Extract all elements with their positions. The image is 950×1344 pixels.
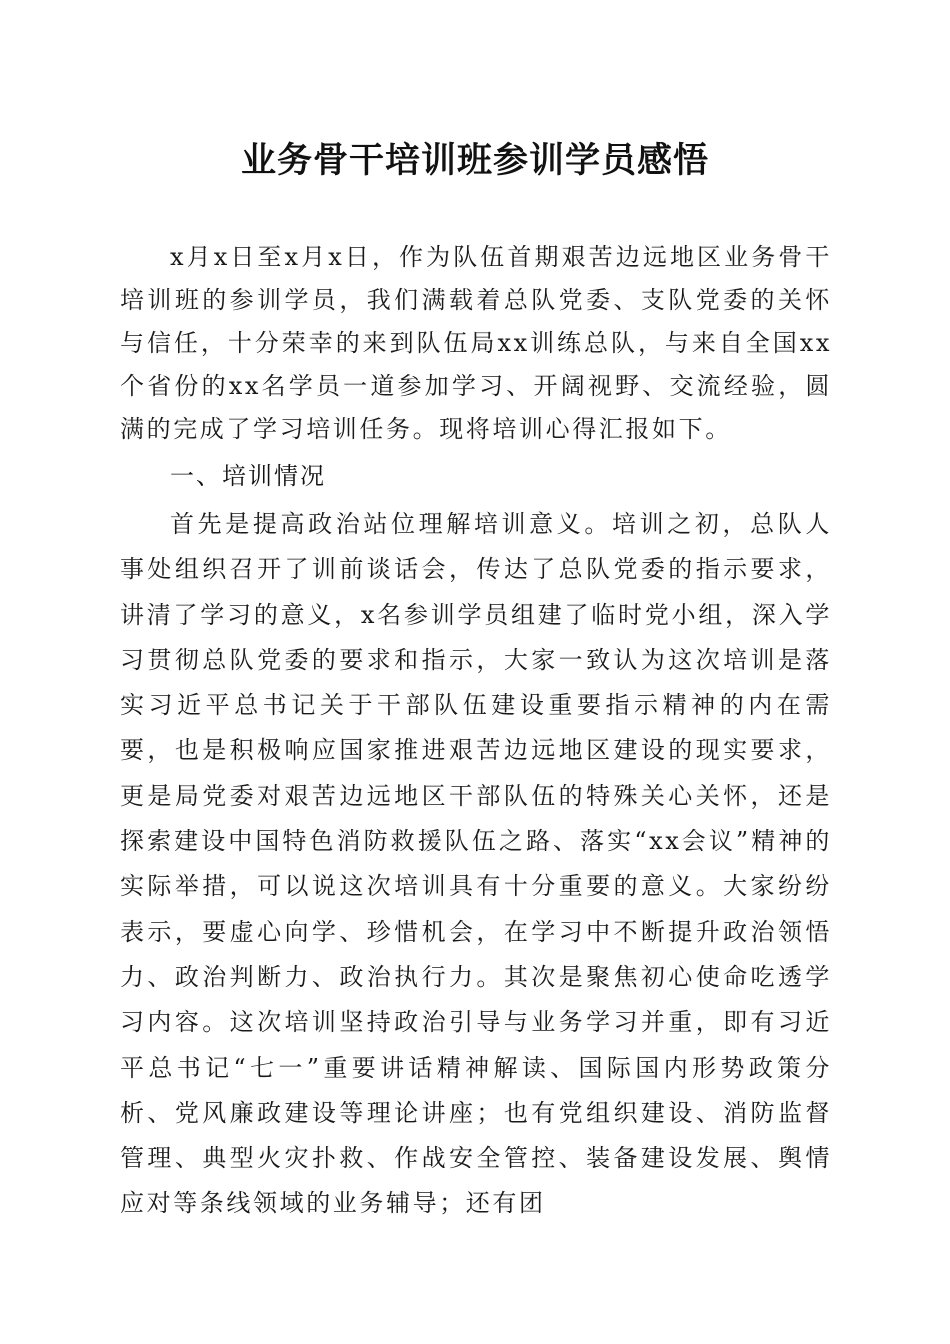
document-title: 业务骨干培训班参训学员感悟 (240, 140, 709, 181)
section-heading: 一、培训情况 (170, 462, 326, 490)
intro-paragraph: x月x日至x月x日，作为队伍首期艰苦边远地区业务骨干培训班的参训学员，我们满载着总队党委、支队党委的关怀与信任，十分荣幸的来到队伍局xx训练总队，与来自全国xx个省份的xx名学员一道参加学习、开阔视野、交流经验，圆满的完成了学习培训任务。现将培训心得汇报如下。 (120, 243, 832, 443)
body-paragraph: 首先是提高政治站位理解培训意义。培训之初，总队人事处组织召开了训前谈话会，传达了总队党委的指示要求，讲清了学习的意义，x名参训学员组建了临时党小组，深入学习贯彻总队党委的要求和指示，大家一致认为这次培训是落实习近平总书记关于干部队伍建设重要指示精神的内在需要，也是积极响应国家推进艰苦边远地区建设的现实要求，更是局党委对艰苦边远地区干部队伍的特殊关心关怀，还是探索建设中国特色消防救援队伍之路、落实“xx会议”精神的实际举措，可以说这次培训具有十分重要的意义。大家纷纷表示，要虚心向学、珍惜机会，在学习中不断提升政治领悟力、政治判断力、政治执行力。其次是聚焦初心使命吃透学习内容。这次培训坚持政治引导与业务学习并重，即有习近平总书记“七一”重要讲话精神解读、国际国内形势政策分析、党风廉政建设等理论讲座；也有党组织建设、消防监督管理、典型火灾扑救、作战安全管控、装备建设发展、舆情应对等条线领域的业务辅导；还有团 (120, 510, 832, 1218)
